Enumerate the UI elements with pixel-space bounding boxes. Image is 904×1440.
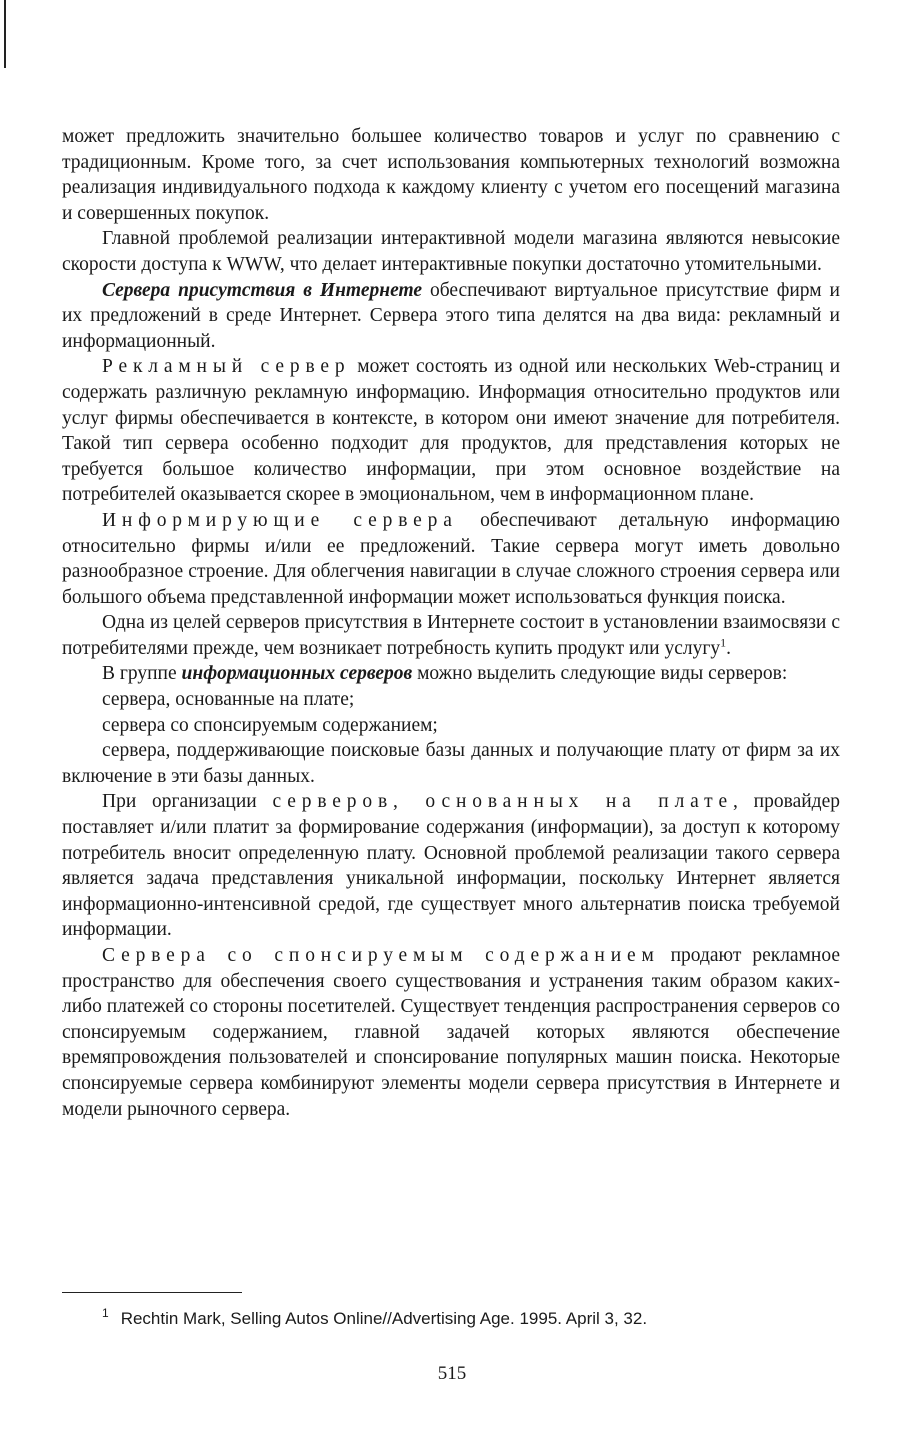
text-run: обеспечивают детальную информацию относительно фирмы и/или ее предложений. Такие сервера могут иметь довольно разнообразное строение. Для облегчения навигации в случае сложного строения сервера или большого объема представленной информации может использоваться функция поиска. (62, 509, 840, 608)
text-run: продают рекламное пространство для обеспечения своего существования и устранения таким образом каких-либо платежей со стороны посетителей. Существует тенденция распространения серверов со спонсируемым содержанием, главной задачей которых являются обеспечение времяпровождения пользователей и спонсирование популярных машин поиска. Некоторые спонсируемые сервера комбинируют элементы модели сервера присутствия в Интернете и модели рыночного сервера. (62, 945, 840, 1120)
paragraph (62, 354, 840, 508)
page-number: 515 (437, 1363, 467, 1384)
spaced-term: Информирующие сервера (102, 509, 458, 531)
footnote-reference: 1 (720, 635, 727, 650)
body-text (62, 124, 840, 1122)
emphasis-term: Сервера присутствия в Интернете (102, 279, 423, 301)
spaced-term: Рекламный сервер (102, 356, 351, 378)
paragraph (62, 508, 840, 610)
paragraph (62, 226, 840, 277)
spaced-term: Сервера со спонсируемым содержанием (102, 945, 660, 966)
footnote-mark: 1 (102, 1306, 109, 1321)
text-run: может состоять из одной или нескольких Web-страниц и содержать различную рекламную информацию. Информация относительно продуктов или услуг фирмы обеспечивается в контексте, в котором они имеют значение для потребителя. Такой тип сервера особенно подходит для продуктов, для представления которых не требуется большое количество информации, при этом основное воздействие на потребителей оказывается скорее в эмоциональном, чем в информационном плане. (62, 356, 841, 506)
paragraph (62, 610, 840, 661)
text-run: можно выделить следующие виды серверов: (412, 663, 788, 685)
text-run: Одна из целей серверов присутствия в Интернете состоит в установлении взаимосвязи с потребителями прежде, чем возникает потребность купить продукт или услугу (62, 612, 840, 659)
text-run: сервера со спонсируемым содержанием; (102, 714, 438, 736)
text-run: При организации (102, 791, 273, 813)
text-run: сервера, поддерживающие поисковые базы данных и получающие плату от фирм за их включение в эти базы данных. (62, 740, 840, 787)
paragraph (62, 278, 840, 355)
paragraph (62, 943, 840, 1122)
scan-edge-mark (4, 0, 6, 68)
footnote-separator (62, 1292, 242, 1293)
paragraph (62, 789, 840, 943)
text-run: может предложить значительно большее количество товаров и услуг по сравнению с традиционным. Кроме того, за счет использования компьютерных технологий возможна реализация индивидуального подхода к каждому клиенту с учетом его посещений магазина и совершенных покупок. (62, 126, 840, 224)
text-run: обеспечивают виртуальное присутствие фирм и их предложений в среде Интернет. Сервера этого типа делятся на два вида: рекламный и информационный. (62, 279, 840, 352)
paragraph (62, 687, 840, 713)
spaced-term: серверов, основанных на плате (272, 791, 734, 813)
emphasis-term: информационных серверов (181, 663, 413, 685)
text-run: Главной проблемой реализации интерактивной модели магазина являются невысокие скорости доступа к WWW, что делает интерактивные покупки достаточно утомительными. (62, 228, 840, 275)
paragraph (62, 738, 840, 789)
text-run: . (726, 637, 731, 659)
footnote-text: Rechtin Mark, Selling Autos Online//Advertising Age. 1995. April 3, 32. (120, 1309, 648, 1328)
footnote (102, 1308, 802, 1330)
text-run: сервера, основанные на плате; (102, 689, 355, 711)
paragraph (62, 713, 840, 739)
text-run: , провайдер поставляет и/или платит за формирование содержания (информации), за доступ к которому потребитель вносит определенную плату. Основной проблемой реализации такого сервера является задача представления уникальной информации, поскольку Интернет является информационно-интенсивной средой, где существует много альтернатив поиска требуемой информации. (62, 791, 840, 941)
paragraph (62, 124, 840, 226)
paragraph (62, 661, 840, 687)
text-run: В группе (102, 663, 182, 685)
